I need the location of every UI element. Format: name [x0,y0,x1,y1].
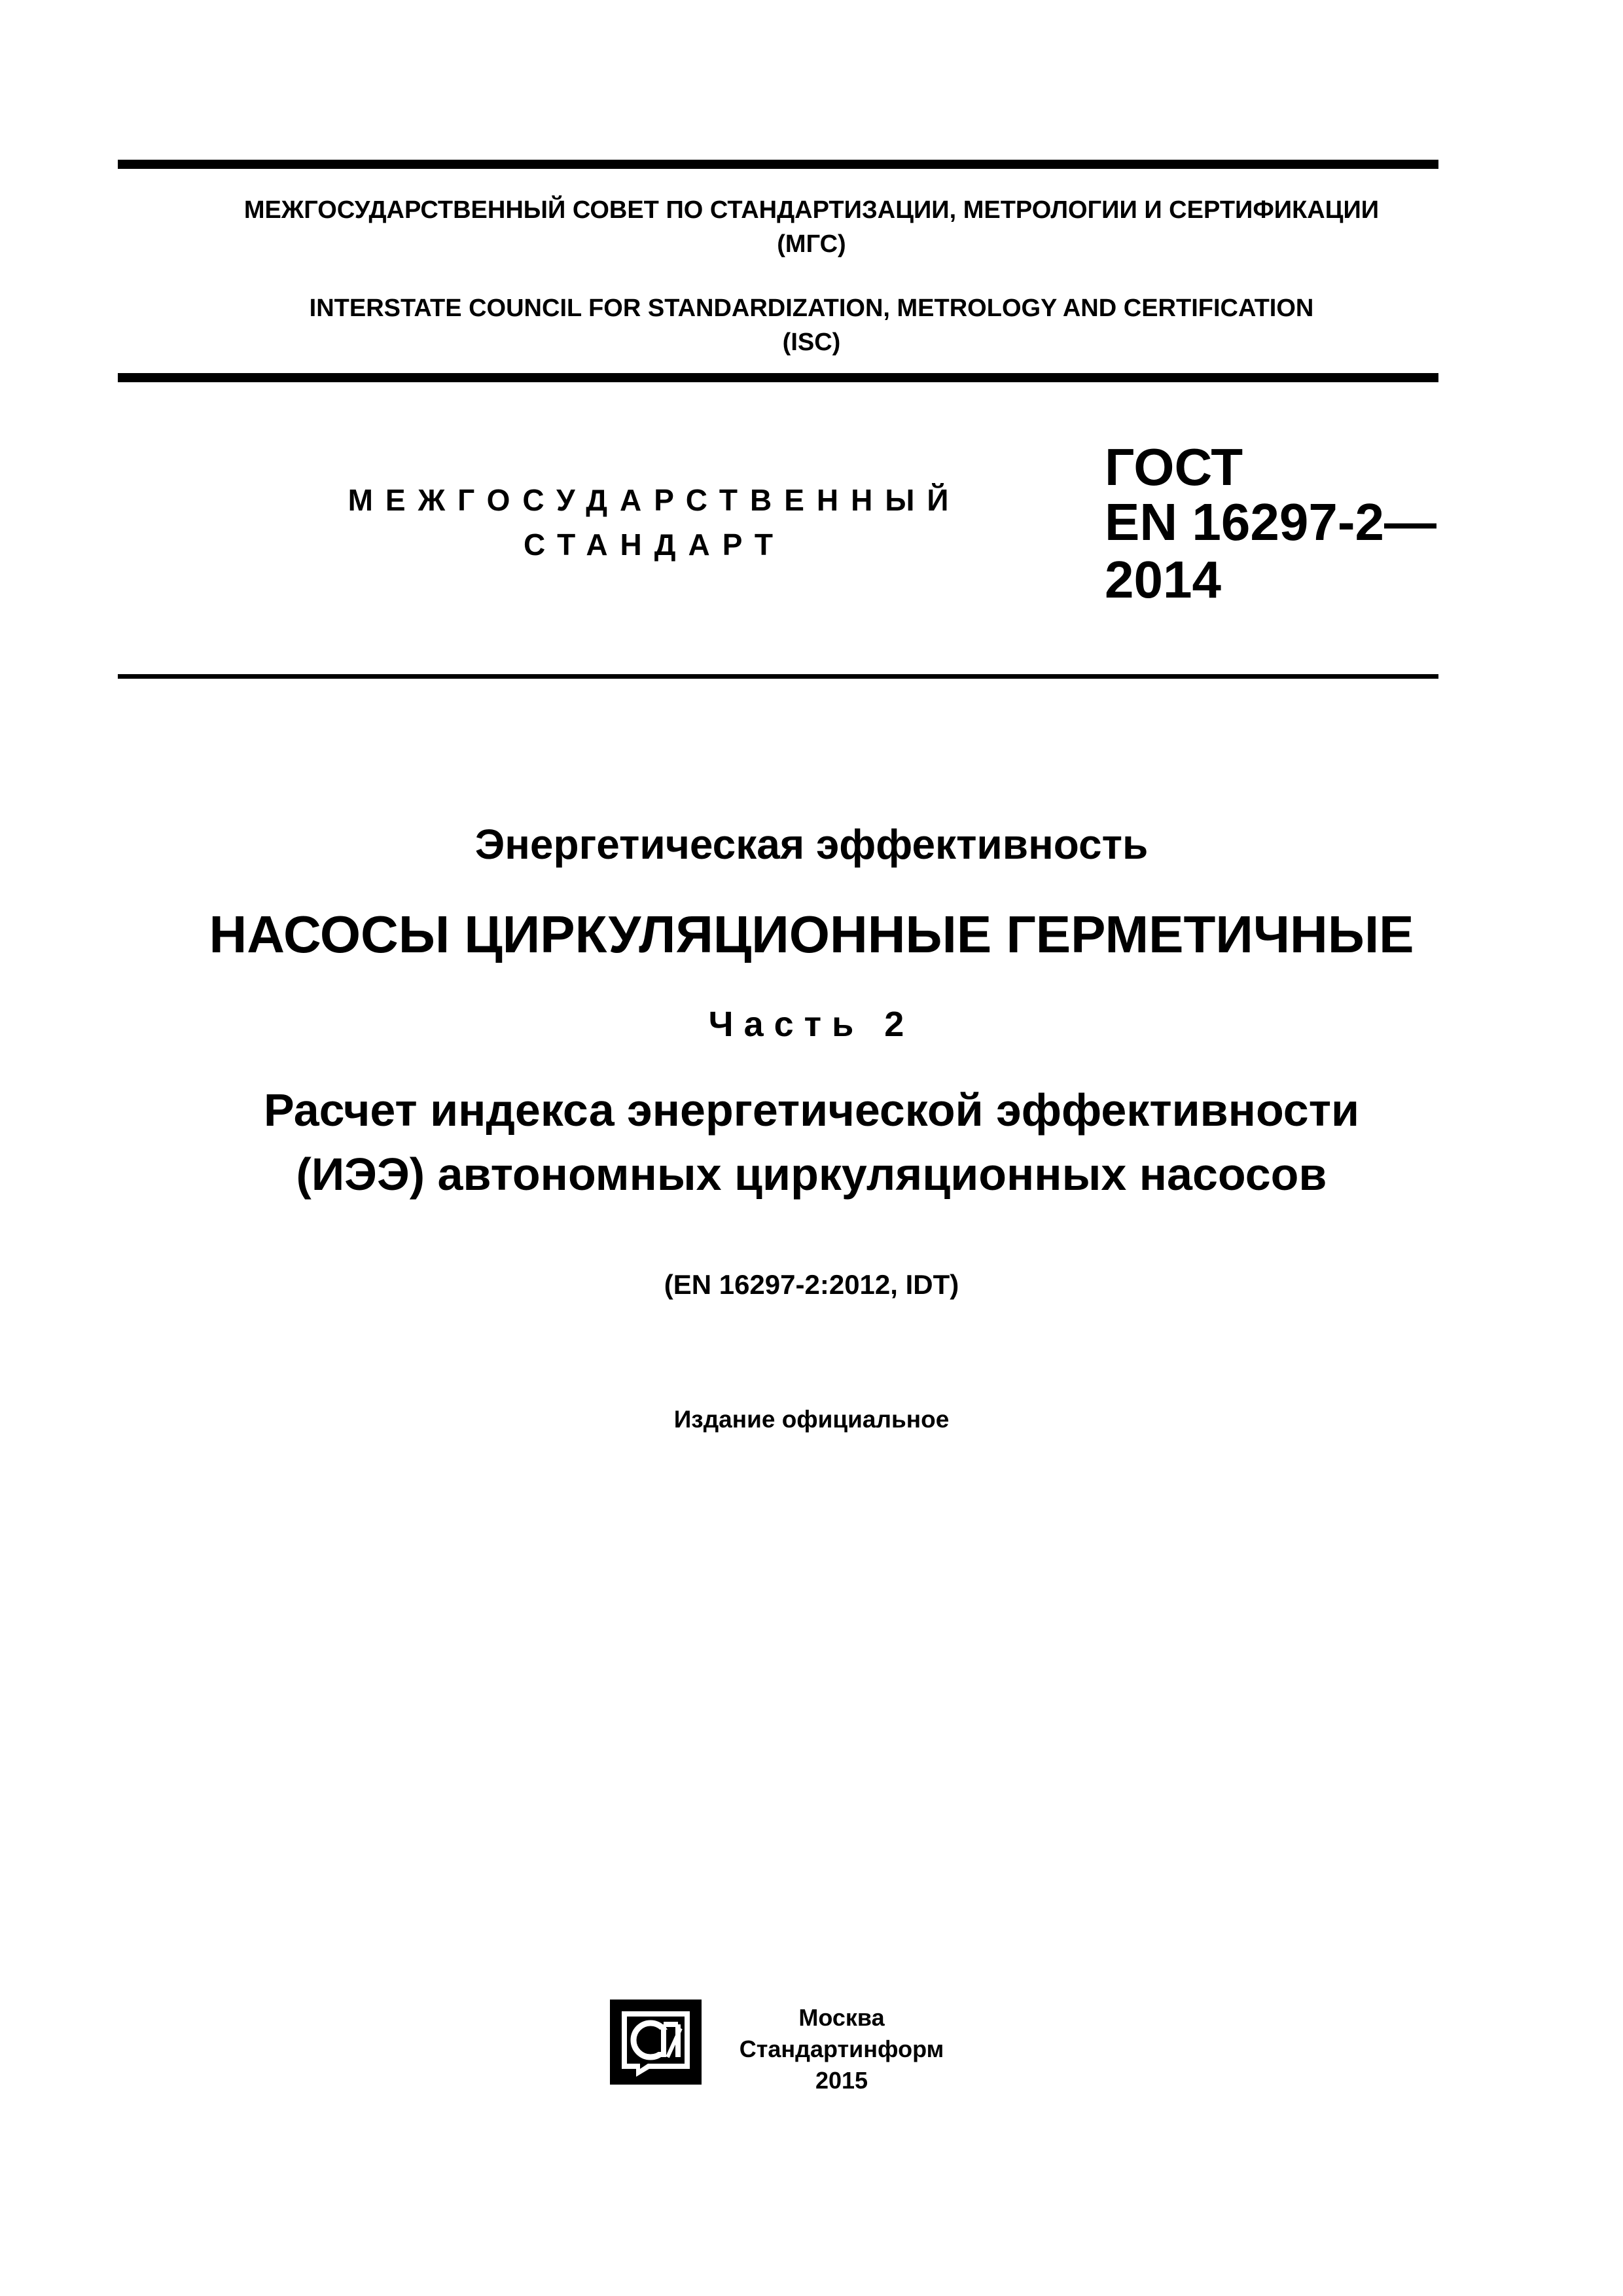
council-en-abbr: (ISC) [782,329,841,356]
header-bottom-rule [118,373,1438,382]
standartinform-logo-icon [610,2000,702,2085]
publisher-city: Москва [798,2004,885,2031]
title-subtitle-line1: Расчет индекса энергетической эффективности [263,1085,1360,1136]
designation-rule [118,674,1438,679]
council-ru-abbr: (МГС) [777,230,846,258]
title-subtitle-line2: (ИЭЭ) автономных циркуляционных насосов [296,1149,1327,1200]
council-ru: МЕЖГОСУДАРСТВЕННЫЙ СОВЕТ ПО СТАНДАРТИЗАЦИИ, МЕТРОЛОГИИ И СЕРТИФИКАЦИИ [243,196,1380,224]
edition-label: Издание официальное [673,1406,950,1433]
standard-kind-line2: СТАНДАРТ [524,528,785,562]
council-en: INTERSTATE COUNCIL FOR STANDARDIZATION, METROLOGY AND CERTIFICATION [309,295,1314,322]
top-rule [118,160,1438,169]
title-main: НАСОСЫ ЦИРКУЛЯЦИОННЫЕ ГЕРМЕТИЧНЫЕ [209,905,1414,963]
reference-standard: (EN 16297-2:2012, IDT) [664,1269,959,1300]
gost-label: ГОСТ [1105,438,1243,496]
title-topic: Энергетическая эффективность [474,821,1149,868]
title-part: Часть 2 [708,1005,915,1044]
standard-kind-line1: МЕЖГОСУДАРСТВЕННЫЙ [348,483,961,517]
gost-year: 2014 [1105,550,1221,609]
gost-number: EN 16297-2— [1105,493,1436,551]
publisher-name: Стандартинформ [739,2036,944,2062]
publisher-year: 2015 [815,2067,868,2094]
